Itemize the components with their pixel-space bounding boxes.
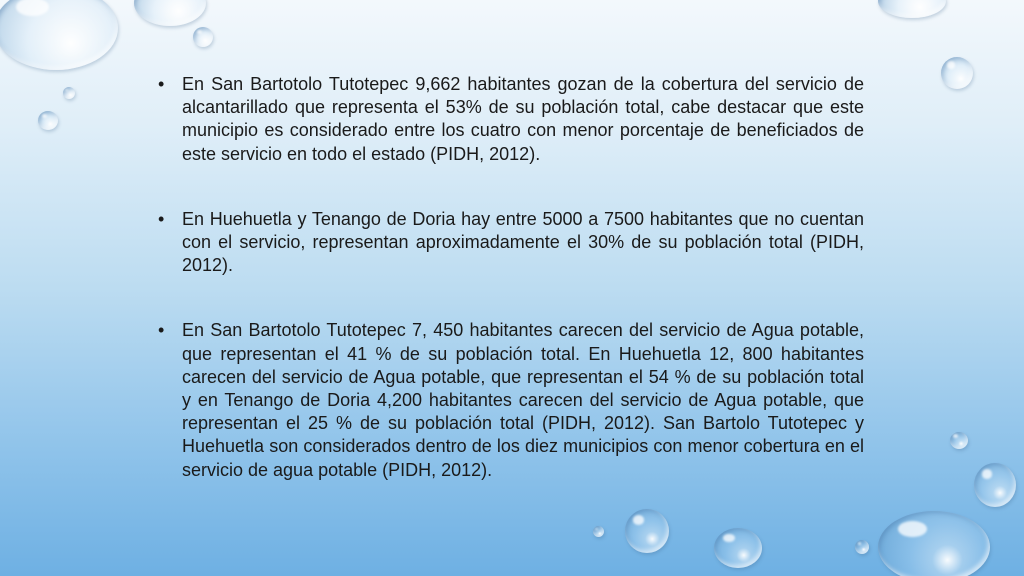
paragraph-text: En Huehuetla y Tenango de Doria hay entre 5000 a 7500 habitantes que no cuentan con el servicio, representan aproximadamente el 30% de su población total (PIDH, 2012). [182,208,864,276]
bullet-paragraph [158,319,864,481]
bullet-paragraph [158,73,864,166]
water-drop-decoration [593,526,604,537]
bullet-dot: • [158,208,165,229]
water-drop-decoration [714,528,762,568]
water-drop-decoration [134,0,206,26]
water-drop-decoration [974,463,1016,507]
water-drop-decoration [855,540,869,554]
water-drop-decoration [0,0,118,70]
paragraph-text: En San Bartotolo Tutotepec 9,662 habitantes gozan de la cobertura del servicio de alcantarillado que representa el 53% de su población total, cabe destacar que este municipio es considerado entre los cuatro con menor porcentaje de beneficiados de este servicio en todo el estado (PIDH, 2012). [182,74,864,164]
water-drop-decoration [625,509,669,553]
water-drop-decoration [193,27,213,47]
bullet-dot: • [158,320,165,341]
bullet-dot: • [158,74,165,94]
bullet-list [158,73,864,482]
water-drop-decoration [941,57,973,89]
water-drop-decoration [878,511,990,576]
water-drop-decoration [38,111,58,130]
water-drop-decoration [950,432,968,449]
bullet-paragraph [158,208,864,278]
paragraph-text: En San Bartotolo Tutotepec 7, 450 habitantes carecen del servicio de Agua potable, que representan el 41 % de su población total. En Huehuetla 12, 800 habitantes carecen del servicio de Agua potable, que representan el 54 % de su población total y en Tenango de Doria 4,200 habitantes carecen del servicio de Agua potable, que representan el 25 % de su población total (PIDH, 2012). San Bartolo Tutotepec y Huehuetla son considerados dentro de los diez municipios con menor cobertura en el servicio de agua potable (PIDH, 2012). [182,320,864,480]
water-drop-decoration [878,0,946,18]
water-drop-decoration [63,87,75,99]
